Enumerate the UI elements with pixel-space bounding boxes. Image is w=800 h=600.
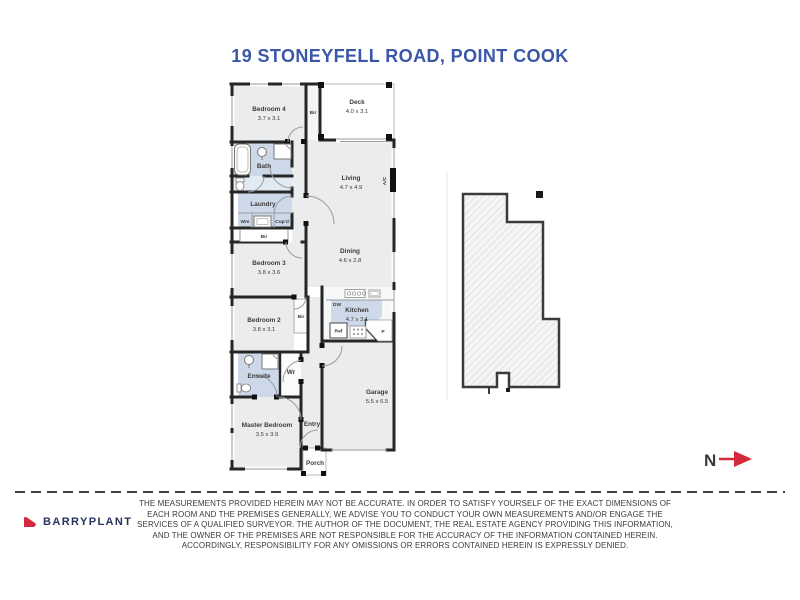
label-laundry: Laundry <box>250 201 276 208</box>
brand-logo-icon <box>21 513 38 530</box>
label-bir-bed2: Bir <box>297 315 305 320</box>
label-bir-hall: Bir <box>260 235 268 240</box>
ensuite-sink-icon <box>245 356 254 365</box>
label-deck: Deck <box>349 99 365 106</box>
label-pantry: P <box>381 330 385 335</box>
label-bedroom4: Bedroom 4 <box>252 106 286 113</box>
site-marker-top <box>536 191 543 198</box>
dims-living: 4.7 x 4.9 <box>339 185 363 191</box>
site-marker-bottom <box>506 388 510 392</box>
brand-logo <box>21 513 132 530</box>
label-dw: DW <box>332 303 342 308</box>
page-title: 19 STONEYFELL ROAD, POINT COOK <box>231 46 569 66</box>
ensuite-toilet-icon <box>237 384 251 392</box>
dims-bedroom4: 3.7 x 3.1 <box>257 116 281 122</box>
lot-outline <box>463 194 559 387</box>
disclaimer-text: THE MEASUREMENTS PROVIDED HEREIN MAY NOT BE ACCURATE. IN ORDER TO SATISFY YOURSELF OF THE EXACT DIMENSIONS OF EACH ROOM AND THE PREMISES GENERALLY, WE ADVISE YOU TO CONDUCT YOUR OWN MEASUREMENTS AND/OR ENGAGE THE SERVICES OF A QUALIFIED SURVEYOR. THE AUTHOR OF THE DOCUMENT, THE REAL ESTATE AGENCY PROVIDING THIS INFORMATION, AND THE OWNER OF THE PREMISES ARE NOT RESPONSIBLE FOR THE ACCURACY OF THE INFORMATION CONTAINED HEREIN. ACCORDINGLY, RESPONSIBILITY FOR ANY OMISSIONS OR ERRORS CONTAINED HEREIN IS EXPRESSLY DENIED. <box>137 499 673 551</box>
label-ensuite: Ensuite <box>247 373 271 380</box>
label-porch: Porch <box>305 460 325 467</box>
dims-kitchen: 4.7 x 3.1 <box>345 317 369 323</box>
ensuite-shower-icon <box>262 354 278 369</box>
dims-master: 3.5 x 3.9 <box>255 432 279 438</box>
dims-deck: 4.0 x 3.1 <box>345 109 369 115</box>
hob-icon <box>350 326 366 338</box>
sink-icon <box>258 148 267 157</box>
label-bedroom2: Bedroom 2 <box>247 317 281 324</box>
site-plan <box>447 172 559 400</box>
laundry-tub-icon <box>254 216 271 227</box>
shower-icon <box>274 144 291 159</box>
label-cupd: Cup'd <box>275 220 289 225</box>
label-wm: Wm <box>240 220 250 225</box>
north-indicator <box>704 451 752 470</box>
kitchen-sink-icon <box>369 290 380 297</box>
label-master: Master Bedroom <box>241 422 293 429</box>
north-arrow-head <box>734 451 752 467</box>
north-label: N <box>704 451 717 470</box>
label-ref: Ref <box>334 329 343 335</box>
label-bedroom3: Bedroom 3 <box>252 260 286 267</box>
dims-garage: 5.5 x 6.5 <box>365 399 389 405</box>
label-dining: Dining <box>340 248 360 255</box>
label-entry: Entry <box>303 421 321 428</box>
label-ac: A/C <box>383 176 388 186</box>
label-wr: Wr <box>286 369 296 376</box>
dashed-separator <box>15 491 785 493</box>
label-kitchen: Kitchen <box>345 307 369 314</box>
dims-bedroom2: 3.8 x 3.1 <box>252 327 276 333</box>
label-garage: Garage <box>365 389 389 396</box>
dims-dining: 4.6 x 2.8 <box>338 258 362 264</box>
label-bir-top: Bir <box>309 111 317 116</box>
label-bath: Bath <box>256 163 272 170</box>
brand-logo-text: BARRYPLANT <box>43 515 133 528</box>
toilet-icon <box>236 178 244 191</box>
ac-unit-icon <box>390 168 396 192</box>
label-living: Living <box>341 175 361 182</box>
dims-bedroom3: 3.8 x 3.6 <box>257 270 281 276</box>
